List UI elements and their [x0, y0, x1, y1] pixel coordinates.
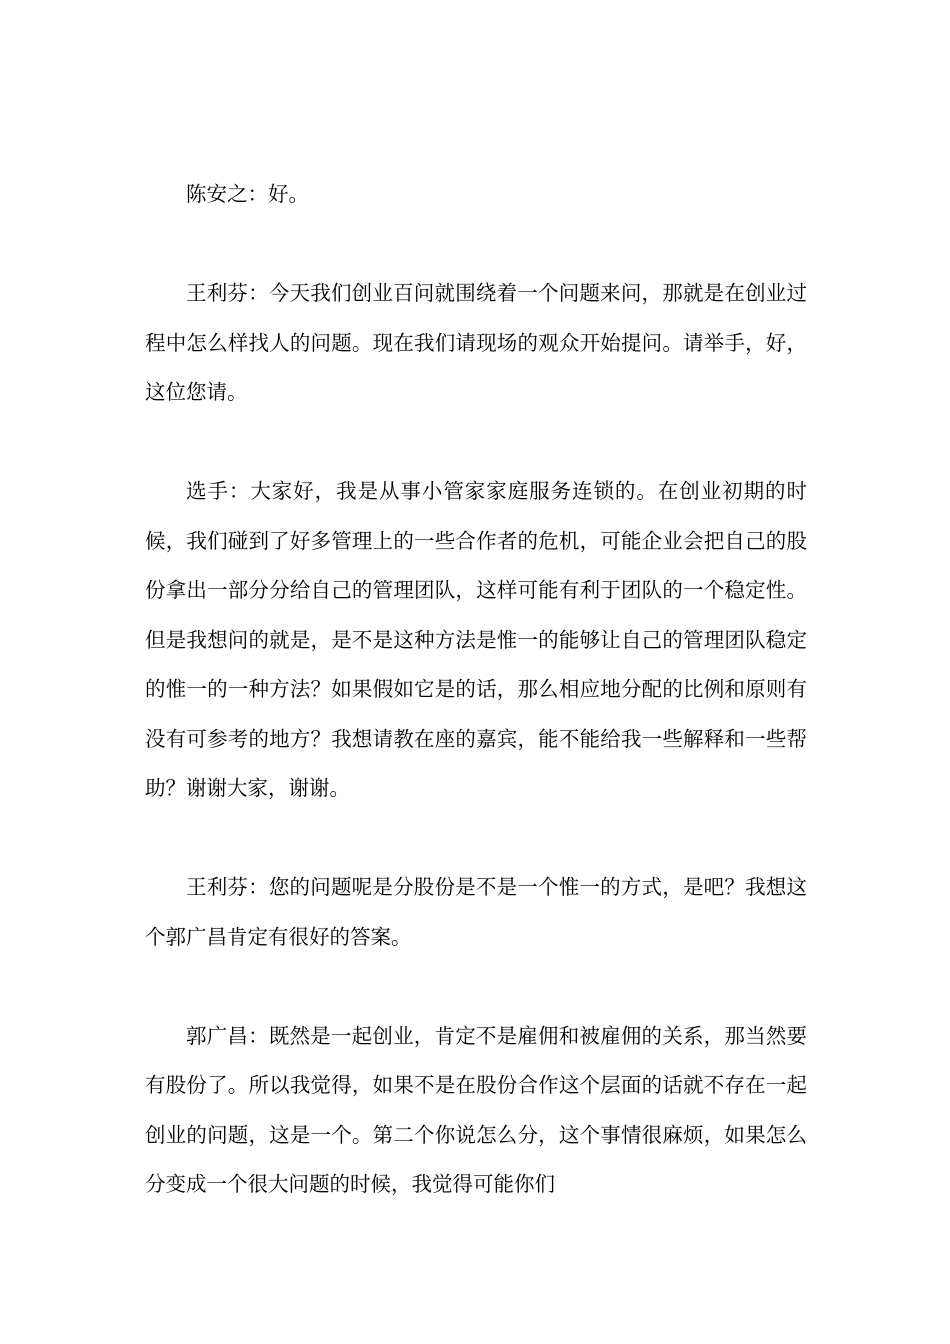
- paragraph-wang-lifen-intro: 王利芬：今天我们创业百问就围绕着一个问题来问，那就是在创业过程中怎么样找人的问题。现在我们请现场的观众开始提问。请举手，好，这位您请。: [145, 281, 807, 404]
- paragraph-chen-anzhi: 陈安之：好。: [186, 182, 309, 206]
- paragraph-contestant-question: 选手：大家好，我是从事小管家家庭服务连锁的。在创业初期的时候，我们碰到了好多管理上的一些合作者的危机，可能企业会把自己的股份拿出一部分分给自己的管理团队，这样可能有利于团队的一个稳定性。但是我想问的就是，是不是这种方法是惟一的能够让自己的管理团队稳定的惟一的一种方法？如果假如它是的话，那么相应地分配的比例和原则有没有可参考的地方？我想请教在座的嘉宾，能不能给我一些解释和一些帮助？谢谢大家，谢谢。: [145, 479, 807, 800]
- document-page: [145, 170, 807, 1259]
- paragraph-wang-lifen-followup: 王利芬：您的问题呢是分股份是不是一个惟一的方式，是吧？我想这个郭广昌肯定有很好的答案。: [145, 875, 807, 949]
- paragraph-guo-guangchang-answer: 郭广昌：既然是一起创业，肯定不是雇佣和被雇佣的关系，那当然要有股份了。所以我觉得，如果不是在股份合作这个层面的话就不存在一起创业的问题，这是一个。第二个你说怎么分，这个事情很麻烦，如果怎么分变成一个很大问题的时候，我觉得可能你们: [145, 1023, 807, 1196]
